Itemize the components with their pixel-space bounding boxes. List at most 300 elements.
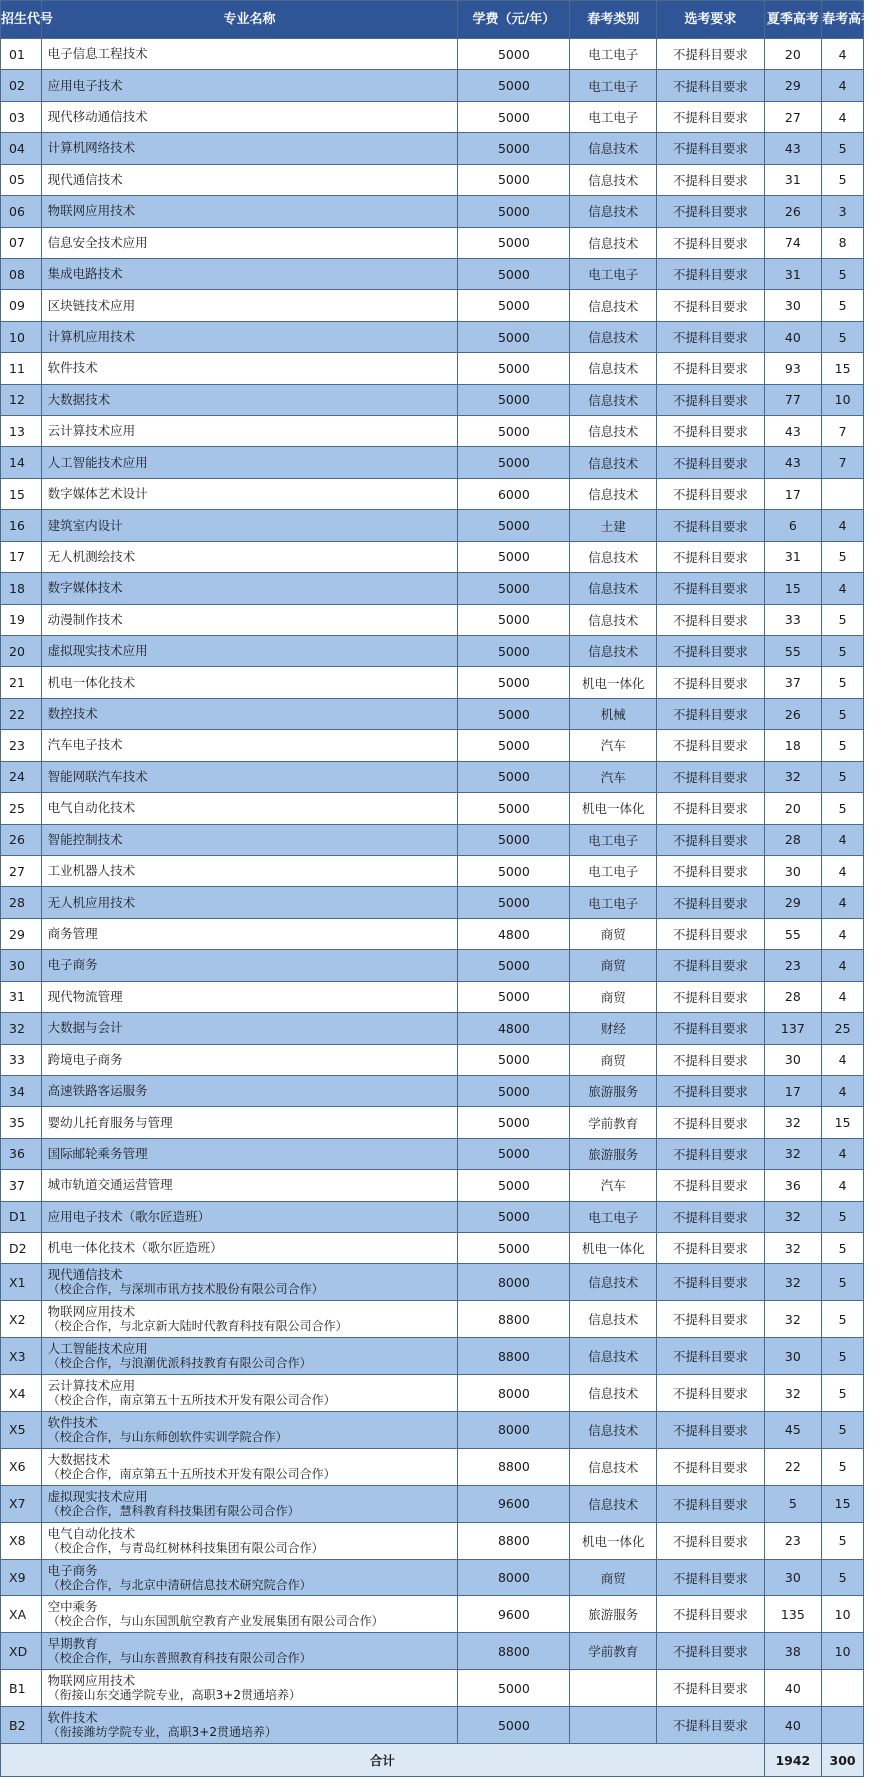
row-code: 16	[1, 510, 42, 541]
row-spring-category: 电工电子	[570, 1201, 657, 1232]
row-requirement: 不提科目要求	[657, 698, 764, 729]
row-spring-count: 8	[822, 227, 864, 258]
row-requirement: 不提科目要求	[657, 918, 764, 949]
table-row	[1, 1448, 864, 1485]
row-name	[41, 981, 458, 1012]
row-fee: 5000	[458, 1138, 570, 1169]
row-spring-count: 4	[822, 950, 864, 981]
row-fee: 5000	[458, 321, 570, 352]
row-summer-count: 29	[764, 887, 822, 918]
row-spring-count: 5	[822, 258, 864, 289]
row-requirement: 不提科目要求	[657, 1264, 764, 1301]
row-spring-category	[570, 1707, 657, 1744]
row-name	[41, 227, 458, 258]
row-summer-count: 45	[764, 1412, 822, 1449]
row-fee: 5000	[458, 164, 570, 195]
table-row	[1, 1013, 864, 1044]
row-spring-category: 信息技术	[570, 133, 657, 164]
table-row	[1, 918, 864, 949]
row-spring-count: 4	[822, 1170, 864, 1201]
row-fee: 5000	[458, 761, 570, 792]
row-summer-count: 32	[764, 1107, 822, 1138]
row-requirement: 不提科目要求	[657, 510, 764, 541]
total-row	[1, 1744, 864, 1777]
row-code: X6	[1, 1448, 42, 1485]
row-spring-count: 4	[822, 887, 864, 918]
row-summer-count: 93	[764, 353, 822, 384]
row-summer-count: 23	[764, 1522, 822, 1559]
table-row	[1, 164, 864, 195]
row-requirement: 不提科目要求	[657, 384, 764, 415]
row-name-main: 数控技术	[47, 706, 98, 722]
table-row	[1, 101, 864, 132]
row-name-main: 商务管理	[47, 926, 98, 942]
row-spring-count: 5	[822, 761, 864, 792]
row-summer-count: 37	[764, 667, 822, 698]
row-name-main: 大数据技术	[47, 1451, 111, 1467]
row-requirement: 不提科目要求	[657, 1170, 764, 1201]
row-spring-category: 商贸	[570, 1044, 657, 1075]
table-row	[1, 855, 864, 886]
table-row	[1, 541, 864, 572]
row-requirement: 不提科目要求	[657, 1107, 764, 1138]
row-name	[41, 447, 458, 478]
row-spring-category: 财经	[570, 1013, 657, 1044]
row-requirement: 不提科目要求	[657, 541, 764, 572]
header-spring-exam: 春考高考	[822, 1, 864, 39]
row-fee: 9600	[458, 1596, 570, 1633]
row-spring-count: 7	[822, 447, 864, 478]
row-spring-category: 信息技术	[570, 164, 657, 195]
row-name	[41, 698, 458, 729]
row-code: 34	[1, 1075, 42, 1106]
row-summer-count: 17	[764, 478, 822, 509]
row-fee: 8000	[458, 1264, 570, 1301]
header-requirement: 选考要求	[657, 1, 764, 39]
row-code: X8	[1, 1522, 42, 1559]
row-name	[41, 1264, 458, 1301]
row-spring-category: 汽车	[570, 730, 657, 761]
row-spring-count: 15	[822, 1485, 864, 1522]
row-requirement: 不提科目要求	[657, 1412, 764, 1449]
row-name-main: 物联网应用技术	[47, 1304, 136, 1320]
row-spring-count: 5	[822, 164, 864, 195]
row-spring-count: 4	[822, 981, 864, 1012]
row-requirement: 不提科目要求	[657, 39, 764, 70]
row-code: 11	[1, 353, 42, 384]
row-name	[41, 1596, 458, 1633]
row-spring-category: 商贸	[570, 1559, 657, 1596]
row-summer-count: 40	[764, 1707, 822, 1744]
row-name-note: （校企合作，与北京中清研信息技术研究院合作）	[47, 1577, 312, 1592]
row-spring-count: 5	[822, 1412, 864, 1449]
row-code: B2	[1, 1707, 42, 1744]
row-requirement: 不提科目要求	[657, 573, 764, 604]
table-row	[1, 887, 864, 918]
row-code: 18	[1, 573, 42, 604]
row-spring-count: 10	[822, 384, 864, 415]
row-fee: 5000	[458, 636, 570, 667]
row-code: 24	[1, 761, 42, 792]
row-spring-count: 5	[822, 1522, 864, 1559]
header-spring-category: 春考类别	[570, 1, 657, 39]
row-code: 06	[1, 196, 42, 227]
row-spring-category: 信息技术	[570, 1448, 657, 1485]
row-name-note: （校企合作，南京第五十五所技术开发有限公司合作）	[47, 1393, 336, 1408]
row-requirement: 不提科目要求	[657, 1707, 764, 1744]
row-name-main: 无人机应用技术	[47, 894, 136, 910]
row-summer-count: 32	[764, 1301, 822, 1338]
row-name-main: 现代物流管理	[47, 988, 123, 1004]
row-name-main: 机电一体化技术（歌尔匠造班）	[47, 1240, 223, 1256]
table-row	[1, 478, 864, 509]
row-summer-count: 18	[764, 730, 822, 761]
row-name	[41, 1338, 458, 1375]
row-name	[41, 384, 458, 415]
row-spring-category: 信息技术	[570, 541, 657, 572]
row-code: 21	[1, 667, 42, 698]
row-name-main: 城市轨道交通运营管理	[47, 1177, 173, 1193]
row-summer-count: 5	[764, 1485, 822, 1522]
row-summer-count: 55	[764, 918, 822, 949]
row-name-main: 国际邮轮乘务管理	[47, 1145, 148, 1161]
row-name	[41, 573, 458, 604]
row-fee: 5000	[458, 573, 570, 604]
row-summer-count: 32	[764, 1201, 822, 1232]
row-spring-count: 5	[822, 1559, 864, 1596]
row-requirement: 不提科目要求	[657, 227, 764, 258]
row-spring-count: 5	[822, 1201, 864, 1232]
row-spring-category: 电工电子	[570, 258, 657, 289]
row-name	[41, 918, 458, 949]
row-name-main: 空中乘务	[47, 1599, 98, 1615]
row-fee: 9600	[458, 1485, 570, 1522]
row-name	[41, 353, 458, 384]
row-name	[41, 887, 458, 918]
row-fee: 5000	[458, 981, 570, 1012]
row-name-main: 动漫制作技术	[47, 611, 123, 627]
row-name-main: 无人机测绘技术	[47, 548, 136, 564]
row-name-main: 机电一体化技术	[47, 674, 136, 690]
row-summer-count: 17	[764, 1075, 822, 1106]
row-requirement: 不提科目要求	[657, 1596, 764, 1633]
row-spring-category: 信息技术	[570, 447, 657, 478]
row-name	[41, 164, 458, 195]
row-code: X3	[1, 1338, 42, 1375]
row-requirement: 不提科目要求	[657, 196, 764, 227]
table-row	[1, 1301, 864, 1338]
row-spring-category: 旅游服务	[570, 1075, 657, 1106]
row-fee: 5000	[458, 227, 570, 258]
row-name-main: 应用电子技术（歌尔匠造班）	[47, 1208, 211, 1224]
row-fee: 5000	[458, 39, 570, 70]
table-row	[1, 1522, 864, 1559]
row-requirement: 不提科目要求	[657, 981, 764, 1012]
row-code: 13	[1, 416, 42, 447]
row-name-main: 汽车电子技术	[47, 737, 123, 753]
row-fee: 5000	[458, 604, 570, 635]
row-fee: 5000	[458, 1107, 570, 1138]
row-code: 20	[1, 636, 42, 667]
row-name	[41, 1044, 458, 1075]
row-spring-category: 信息技术	[570, 384, 657, 415]
row-spring-category: 机电一体化	[570, 793, 657, 824]
table-row	[1, 636, 864, 667]
row-summer-count: 30	[764, 1338, 822, 1375]
row-spring-count: 5	[822, 1448, 864, 1485]
row-fee: 8800	[458, 1338, 570, 1375]
row-name-main: 大数据技术	[47, 391, 111, 407]
row-summer-count: 6	[764, 510, 822, 541]
row-summer-count: 29	[764, 70, 822, 101]
row-code: X4	[1, 1375, 42, 1412]
row-code: 37	[1, 1170, 42, 1201]
row-code: 05	[1, 164, 42, 195]
row-name	[41, 1559, 458, 1596]
row-name-main: 虚拟现实技术应用	[47, 643, 148, 659]
row-name-main: 云计算技术应用	[47, 1378, 136, 1394]
row-requirement: 不提科目要求	[657, 164, 764, 195]
table-row	[1, 1485, 864, 1522]
table-row	[1, 258, 864, 289]
row-spring-category: 信息技术	[570, 636, 657, 667]
row-summer-count: 26	[764, 196, 822, 227]
row-name-main: 区块链技术应用	[47, 297, 136, 313]
table-header-row	[1, 1, 864, 39]
row-summer-count: 31	[764, 258, 822, 289]
row-name	[41, 39, 458, 70]
row-spring-count: 5	[822, 730, 864, 761]
row-fee: 8000	[458, 1412, 570, 1449]
row-spring-count: 5	[822, 1264, 864, 1301]
table-row	[1, 1044, 864, 1075]
table-row	[1, 290, 864, 321]
row-fee: 5000	[458, 541, 570, 572]
row-code: 22	[1, 698, 42, 729]
row-fee: 5000	[458, 1707, 570, 1744]
table-row	[1, 698, 864, 729]
row-code: 31	[1, 981, 42, 1012]
row-name-main: 现代通信技术	[47, 171, 123, 187]
row-summer-count: 33	[764, 604, 822, 635]
row-spring-count: 4	[822, 101, 864, 132]
row-name	[41, 1075, 458, 1106]
row-summer-count: 22	[764, 1448, 822, 1485]
row-name-main: 云计算技术应用	[47, 423, 136, 439]
header-code: 招生代号	[1, 1, 42, 39]
row-spring-count: 4	[822, 510, 864, 541]
row-spring-category	[570, 1670, 657, 1707]
table-row	[1, 981, 864, 1012]
row-spring-category: 土建	[570, 510, 657, 541]
row-name-main: 现代通信技术	[47, 1267, 123, 1283]
row-code: 26	[1, 824, 42, 855]
row-spring-category: 汽车	[570, 761, 657, 792]
row-name-main: 早期教育	[47, 1636, 98, 1652]
row-name-note: （校企合作，南京第五十五所技术开发有限公司合作）	[47, 1466, 336, 1481]
row-name	[41, 1201, 458, 1232]
row-summer-count: 23	[764, 950, 822, 981]
row-fee: 5000	[458, 1075, 570, 1106]
row-spring-category: 商贸	[570, 918, 657, 949]
row-spring-count: 4	[822, 1044, 864, 1075]
row-name	[41, 1707, 458, 1744]
row-summer-count: 28	[764, 981, 822, 1012]
row-fee: 5000	[458, 384, 570, 415]
row-spring-category: 信息技术	[570, 573, 657, 604]
row-spring-category: 电工电子	[570, 39, 657, 70]
row-spring-count: 4	[822, 39, 864, 70]
row-summer-count: 36	[764, 1170, 822, 1201]
row-code: 08	[1, 258, 42, 289]
table-row	[1, 1633, 864, 1670]
row-fee: 5000	[458, 1044, 570, 1075]
row-name-main: 软件技术	[47, 1710, 98, 1726]
table-row	[1, 1559, 864, 1596]
table-row	[1, 1107, 864, 1138]
table-row	[1, 793, 864, 824]
table-row	[1, 950, 864, 981]
row-summer-count: 74	[764, 227, 822, 258]
row-fee: 5000	[458, 416, 570, 447]
row-requirement: 不提科目要求	[657, 1485, 764, 1522]
row-spring-count: 25	[822, 1013, 864, 1044]
row-code: 29	[1, 918, 42, 949]
row-fee: 8800	[458, 1448, 570, 1485]
row-spring-count: 5	[822, 793, 864, 824]
row-code: 17	[1, 541, 42, 572]
row-requirement: 不提科目要求	[657, 1301, 764, 1338]
row-summer-count: 38	[764, 1633, 822, 1670]
row-name-main: 工业机器人技术	[47, 863, 136, 879]
row-requirement: 不提科目要求	[657, 1075, 764, 1106]
row-name-main: 现代移动通信技术	[47, 109, 148, 125]
row-spring-count: 5	[822, 133, 864, 164]
row-name-note: （校企合作，与北京新大陆时代教育科技有限公司合作）	[47, 1319, 348, 1334]
row-requirement: 不提科目要求	[657, 1633, 764, 1670]
row-code: 28	[1, 887, 42, 918]
row-requirement: 不提科目要求	[657, 1522, 764, 1559]
row-requirement: 不提科目要求	[657, 1044, 764, 1075]
row-spring-count: 15	[822, 353, 864, 384]
row-name-main: 电气自动化技术	[47, 800, 136, 816]
row-requirement: 不提科目要求	[657, 761, 764, 792]
row-spring-count: 5	[822, 698, 864, 729]
row-fee: 5000	[458, 353, 570, 384]
row-name-note: （衔接潍坊学院专业，高职3+2贯通培养）	[47, 1725, 277, 1740]
row-name-main: 电子商务	[47, 957, 98, 973]
row-code: XD	[1, 1633, 42, 1670]
row-spring-count: 5	[822, 321, 864, 352]
row-spring-category: 学前教育	[570, 1633, 657, 1670]
table-row	[1, 447, 864, 478]
row-spring-category: 机械	[570, 698, 657, 729]
row-name	[41, 258, 458, 289]
table-row	[1, 1233, 864, 1264]
row-summer-count: 32	[764, 761, 822, 792]
row-spring-category: 信息技术	[570, 353, 657, 384]
row-name	[41, 1633, 458, 1670]
row-name-main: 人工智能技术应用	[47, 454, 148, 470]
row-name	[41, 478, 458, 509]
row-fee: 8000	[458, 1559, 570, 1596]
row-spring-category: 信息技术	[570, 196, 657, 227]
row-spring-count: 4	[822, 918, 864, 949]
row-requirement: 不提科目要求	[657, 730, 764, 761]
row-spring-count: 5	[822, 667, 864, 698]
table-row	[1, 824, 864, 855]
table-row	[1, 1670, 864, 1707]
row-spring-count: 5	[822, 604, 864, 635]
row-requirement: 不提科目要求	[657, 1233, 764, 1264]
table-row	[1, 133, 864, 164]
row-summer-count: 28	[764, 824, 822, 855]
row-fee: 5000	[458, 290, 570, 321]
row-name-main: 软件技术	[47, 1414, 98, 1430]
total-spring: 300	[822, 1744, 864, 1777]
row-spring-count: 15	[822, 1107, 864, 1138]
row-code: XA	[1, 1596, 42, 1633]
row-requirement: 不提科目要求	[657, 1670, 764, 1707]
row-name	[41, 1375, 458, 1412]
total-summer: 1942	[764, 1744, 822, 1777]
row-requirement: 不提科目要求	[657, 353, 764, 384]
row-name	[41, 1448, 458, 1485]
row-name-main: 跨境电子商务	[47, 1051, 123, 1067]
row-code: 14	[1, 447, 42, 478]
row-spring-count: 7	[822, 416, 864, 447]
row-name-main: 计算机应用技术	[47, 329, 136, 344]
row-name-note: （校企合作，与浪潮优派科技教育有限公司合作）	[47, 1356, 312, 1371]
row-name-main: 电子商务	[47, 1562, 98, 1578]
row-spring-count: 10	[822, 1633, 864, 1670]
table-row	[1, 573, 864, 604]
row-summer-count: 135	[764, 1596, 822, 1633]
row-spring-category: 电工电子	[570, 887, 657, 918]
row-requirement: 不提科目要求	[657, 416, 764, 447]
row-name-main: 高速铁路客运服务	[47, 1083, 148, 1099]
row-name	[41, 321, 458, 352]
row-spring-category: 信息技术	[570, 1485, 657, 1522]
row-fee: 5000	[458, 698, 570, 729]
row-fee: 8800	[458, 1522, 570, 1559]
table-row	[1, 39, 864, 70]
row-code: 19	[1, 604, 42, 635]
header-fee: 学费（元/年）	[458, 1, 570, 39]
row-name	[41, 1233, 458, 1264]
row-spring-category: 商贸	[570, 981, 657, 1012]
row-name	[41, 667, 458, 698]
row-name	[41, 1301, 458, 1338]
row-fee: 4800	[458, 918, 570, 949]
row-fee: 5000	[458, 101, 570, 132]
row-requirement: 不提科目要求	[657, 1375, 764, 1412]
row-name-main: 物联网应用技术	[47, 1673, 136, 1689]
row-summer-count: 137	[764, 1013, 822, 1044]
row-spring-count	[822, 478, 864, 509]
total-label: 合计	[1, 1744, 765, 1777]
row-requirement: 不提科目要求	[657, 824, 764, 855]
row-summer-count: 31	[764, 164, 822, 195]
row-spring-category: 电工电子	[570, 101, 657, 132]
row-code: X2	[1, 1301, 42, 1338]
row-code: 15	[1, 478, 42, 509]
row-name-main: 智能控制技术	[47, 831, 123, 847]
row-spring-category: 机电一体化	[570, 1233, 657, 1264]
row-name-note: （校企合作，与青岛红树林科技集团有限公司合作）	[47, 1540, 324, 1555]
row-summer-count: 32	[764, 1264, 822, 1301]
row-spring-count: 5	[822, 1375, 864, 1412]
